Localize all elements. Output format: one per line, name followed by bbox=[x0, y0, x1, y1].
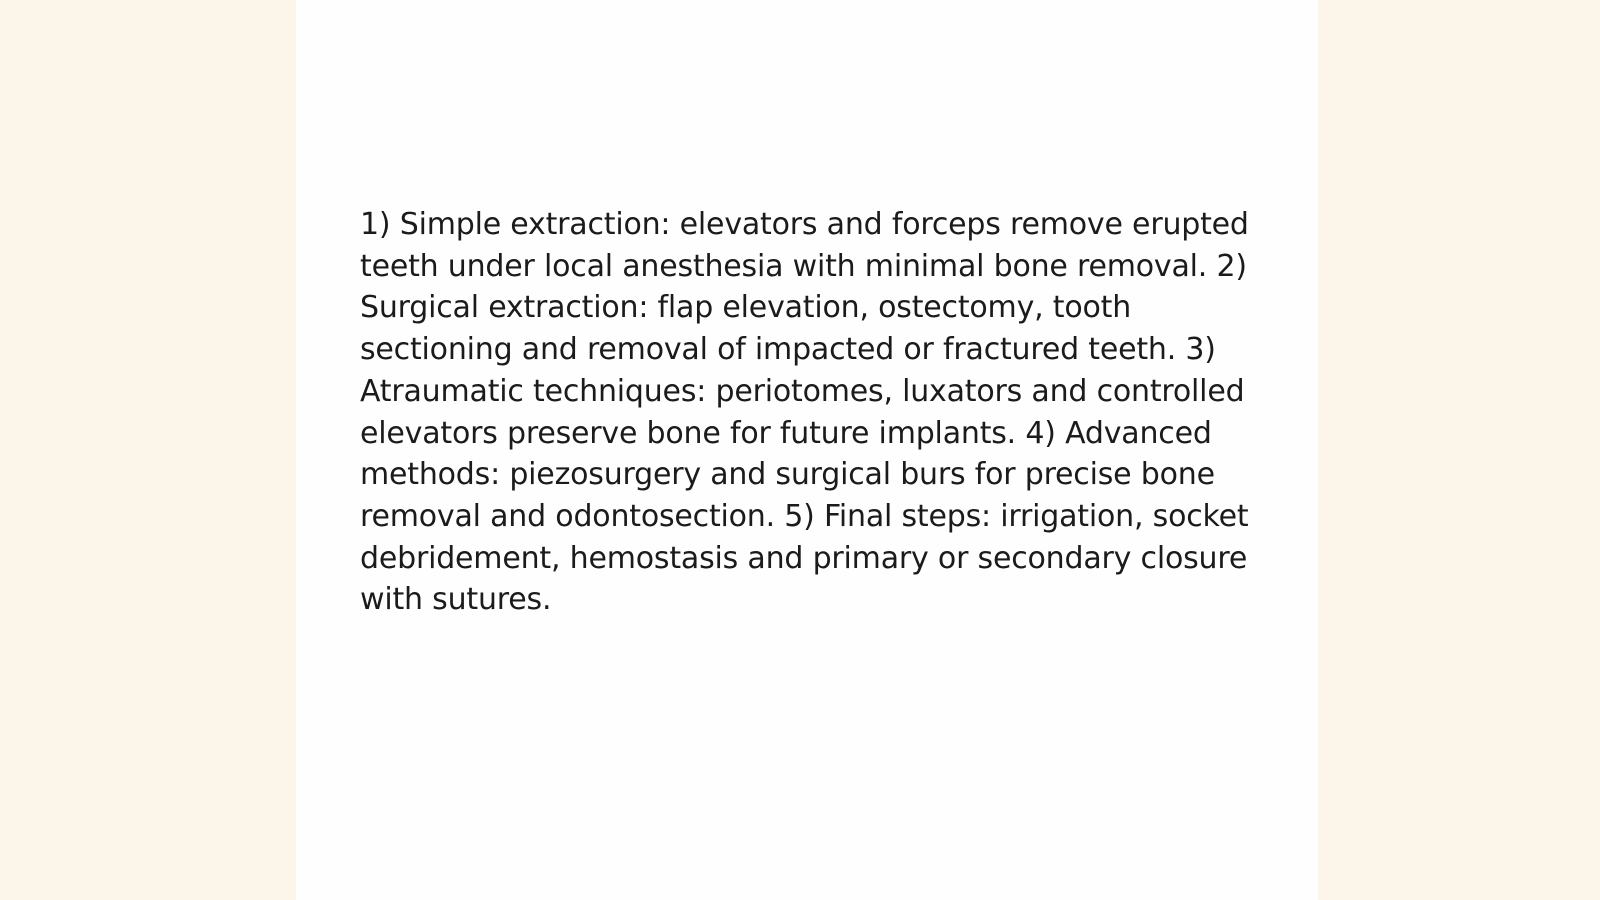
body-paragraph: 1) Simple extraction: elevators and forceps remove erupted teeth under local anesthesia with minimal bone removal. 2) Surgical extraction: flap elevation, ostectomy, tooth sectioning and removal of impacted or fractured teeth. 3) Atraumatic techniques: periotomes, luxators and controlled elevators preserve bone for future implants. 4) Advanced methods: piezosurgery and surgical burs for precise bone removal and odontosection. 5) Final steps: irrigation, socket debridement, hemostasis and primary or secondary closure with sutures. bbox=[360, 207, 1249, 618]
document-page bbox=[296, 0, 1318, 900]
